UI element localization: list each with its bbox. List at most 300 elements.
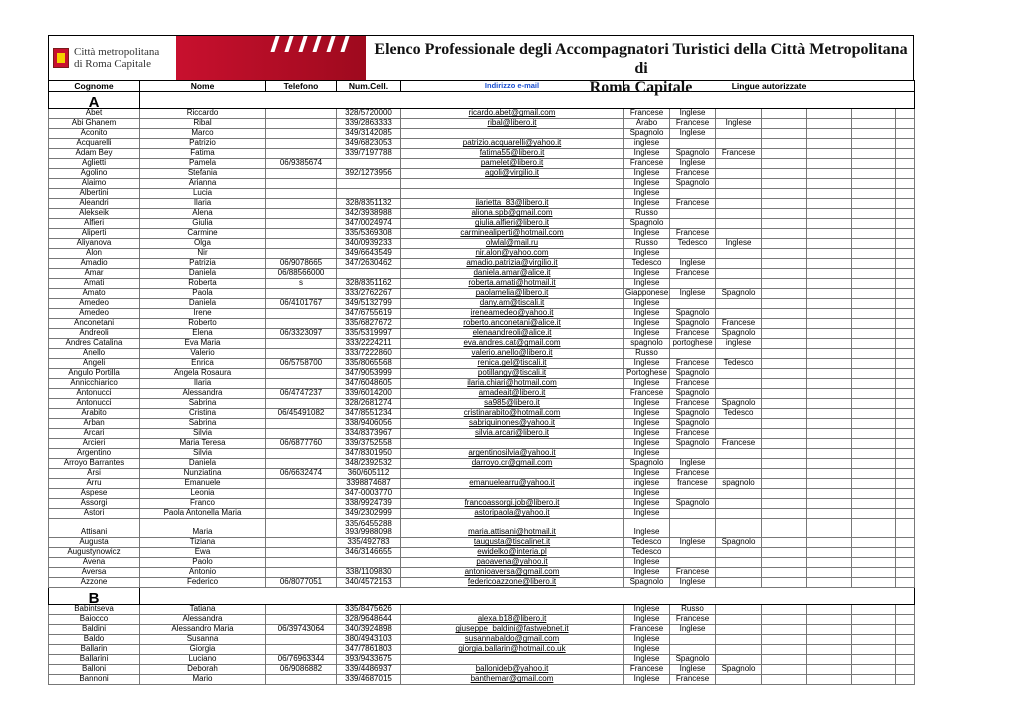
cell-extra-2 [807, 558, 852, 568]
banner-stripe [312, 36, 323, 52]
section-letter-filler [140, 588, 915, 605]
cell-extra-2 [807, 299, 852, 309]
cell-extra-2 [807, 399, 852, 409]
cell-email[interactable]: carminealiperti@hotmail.com [401, 229, 624, 239]
cell-lingua-2 [670, 279, 716, 289]
cell-extra-4 [896, 419, 915, 429]
cell-cognome: Astori [49, 509, 140, 519]
cell-lingua-1: Inglese [624, 645, 670, 655]
cell-telefono [266, 139, 337, 149]
cell-email[interactable]: ballonideb@yahoo.it [401, 665, 624, 675]
cell-lingua-1: Inglese [624, 469, 670, 479]
cell-extra-3 [852, 289, 896, 299]
cell-email[interactable]: banthemar@gmail.com [401, 675, 624, 685]
cell-cell: 380/4943103 [337, 635, 401, 645]
cell-extra-4 [896, 625, 915, 635]
cell-nome: Daniela [140, 269, 266, 279]
cell-email[interactable]: ireneamedeo@yahoo.it [401, 309, 624, 319]
cell-cell: 333/7222860 [337, 349, 401, 359]
cell-extra-2 [807, 605, 852, 615]
cell-lingua-1: Russo [624, 349, 670, 359]
cell-lingua-2: Inglese [670, 578, 716, 588]
cell-nome: Irene [140, 309, 266, 319]
cell-lingua-3: Francese [716, 439, 762, 449]
cell-email[interactable]: sabriquinones@yahoo.it [401, 419, 624, 429]
title-line1: Elenco Professionale degli Accompagnatori Turistici della Città Metropolitana di [374, 41, 908, 77]
cell-extra-2 [807, 309, 852, 319]
cell-email[interactable]: agoli@virgilio.it [401, 169, 624, 179]
cell-telefono [266, 509, 337, 519]
cell-cell: 349/3142085 [337, 129, 401, 139]
cell-nome: Federico [140, 578, 266, 588]
cell-email[interactable]: valerio.anello@libero.it [401, 349, 624, 359]
cell-extra-1 [762, 399, 807, 409]
cell-nome: Ribal [140, 119, 266, 129]
cell-extra-3 [852, 519, 896, 538]
cell-email[interactable]: francoassorgi.job@libero.it [401, 499, 624, 509]
cell-extra-1 [762, 189, 807, 199]
cell-extra-1 [762, 149, 807, 159]
cell-extra-4 [896, 519, 915, 538]
cell-lingua-3 [716, 269, 762, 279]
cell-telefono [266, 249, 337, 259]
cell-email[interactable]: antonioaversa@gmail.com [401, 568, 624, 578]
cell-email[interactable]: ilaria.chiari@hotmail.com [401, 379, 624, 389]
cell-email[interactable]: ricardo.abet@gmail.com [401, 109, 624, 119]
cell-email[interactable]: alexa.b18@libero.it [401, 615, 624, 625]
cell-cell: 347/7861803 [337, 645, 401, 655]
col-header-lingue: Lingue autorizzate [624, 81, 915, 92]
cell-extra-1 [762, 665, 807, 675]
cell-extra-2 [807, 568, 852, 578]
cell-lingua-2: Inglese [670, 129, 716, 139]
cell-telefono [266, 219, 337, 229]
cell-extra-4 [896, 339, 915, 349]
cell-email[interactable]: eva.andres.cat@gmail.com [401, 339, 624, 349]
cell-extra-2 [807, 369, 852, 379]
table-row [49, 489, 915, 499]
cell-cell: 347/0024974 [337, 219, 401, 229]
cell-extra-1 [762, 615, 807, 625]
cell-extra-3 [852, 259, 896, 269]
cell-email[interactable]: emanuelearru@yahoo.it [401, 479, 624, 489]
org-name-line2: di Roma Capitale [74, 58, 151, 70]
cell-cell: 3398874687 [337, 479, 401, 489]
cell-extra-2 [807, 349, 852, 359]
cell-email[interactable]: nir.alon@yahoo.com [401, 249, 624, 259]
cell-email[interactable]: argentinosilvia@yahoo.it [401, 449, 624, 459]
cell-cognome: Amedeo [49, 309, 140, 319]
cell-extra-1 [762, 169, 807, 179]
cell-cognome: Amati [49, 279, 140, 289]
cell-extra-1 [762, 409, 807, 419]
table-row [49, 469, 915, 479]
cell-email[interactable]: darroyo.cr@gmail.com [401, 459, 624, 469]
cell-email[interactable]: amadeait@libero.it [401, 389, 624, 399]
cell-cognome: Avena [49, 558, 140, 568]
cell-extra-1 [762, 469, 807, 479]
cell-cell: 347/9053999 [337, 369, 401, 379]
cell-lingua-1: Inglese [624, 279, 670, 289]
cell-email[interactable]: giulia.alfieri@libero.it [401, 219, 624, 229]
cell-email[interactable]: olwlal@mail.ru [401, 239, 624, 249]
cell-nome: Olga [140, 239, 266, 249]
cell-extra-2 [807, 159, 852, 169]
cell-cognome: Attisani [49, 519, 140, 538]
cell-extra-2 [807, 635, 852, 645]
cell-email[interactable]: patrizio.acquarelli@yahoo.it [401, 139, 624, 149]
cell-lingua-3: Spagnolo [716, 665, 762, 675]
cell-extra-4 [896, 259, 915, 269]
cell-cell: 346/3146655 [337, 548, 401, 558]
cell-email[interactable]: federicoazzone@libero.it [401, 578, 624, 588]
cell-extra-2 [807, 209, 852, 219]
cell-lingua-2: Spagnolo [670, 439, 716, 449]
cell-extra-1 [762, 319, 807, 329]
cell-extra-2 [807, 249, 852, 259]
cell-nome: Enrica [140, 359, 266, 369]
cell-email [401, 469, 624, 479]
cell-cognome: Ballarin [49, 645, 140, 655]
cell-extra-1 [762, 159, 807, 169]
cell-email[interactable]: potillangy@tiscali.it [401, 369, 624, 379]
cell-lingua-3 [716, 509, 762, 519]
table-row [49, 499, 915, 509]
cell-extra-4 [896, 675, 915, 685]
cell-email[interactable]: ilarietta_83@libero.it [401, 199, 624, 209]
cell-extra-4 [896, 489, 915, 499]
cell-extra-3 [852, 319, 896, 329]
cell-lingua-3: spagnolo [716, 479, 762, 489]
cell-extra-3 [852, 655, 896, 665]
cell-extra-2 [807, 519, 852, 538]
table-row [49, 558, 915, 568]
cell-lingua-2 [670, 349, 716, 359]
cell-extra-3 [852, 489, 896, 499]
cell-email[interactable]: amadio.patrizia@virgilio.it [401, 259, 624, 269]
banner-stripe [284, 36, 295, 52]
cell-extra-3 [852, 309, 896, 319]
cell-email[interactable]: ribal@libero.it [401, 119, 624, 129]
cell-nome: Paolo [140, 558, 266, 568]
cell-extra-3 [852, 615, 896, 625]
cell-extra-2 [807, 199, 852, 209]
cell-extra-1 [762, 489, 807, 499]
cell-extra-2 [807, 289, 852, 299]
cell-email[interactable]: maria.attisani@hotmail.it [401, 519, 624, 538]
cell-lingua-2 [670, 489, 716, 499]
cell-cognome: Amadio [49, 259, 140, 269]
cell-cognome: Aliperti [49, 229, 140, 239]
cell-cell: 393/9433675 [337, 655, 401, 665]
cell-email[interactable]: roberto.anconetani@alice.it [401, 319, 624, 329]
col-header-email: Indirizzo e-mail [401, 81, 624, 92]
cell-lingua-1: spagnolo [624, 339, 670, 349]
cell-email[interactable]: roberta.amati@hotmail.it [401, 279, 624, 289]
document-title [371, 40, 911, 97]
cell-extra-3 [852, 538, 896, 548]
cell-telefono [266, 199, 337, 209]
cell-lingua-2: Francese [670, 329, 716, 339]
cell-extra-4 [896, 509, 915, 519]
cell-email[interactable]: pamelet@libero.it [401, 159, 624, 169]
cell-cognome: Anconetani [49, 319, 140, 329]
cell-nome: Nir [140, 249, 266, 259]
cell-email[interactable]: daniela.amar@alice.it [401, 269, 624, 279]
cell-extra-1 [762, 538, 807, 548]
cell-cognome: Arcari [49, 429, 140, 439]
cell-lingua-1: Francese [624, 625, 670, 635]
logo [49, 36, 175, 80]
cell-extra-3 [852, 209, 896, 219]
table-row [49, 379, 915, 389]
cell-extra-1 [762, 219, 807, 229]
cell-email [401, 655, 624, 665]
cell-lingua-3 [716, 379, 762, 389]
cell-lingua-2: Francese [670, 615, 716, 625]
table-row [49, 625, 915, 635]
cell-extra-3 [852, 548, 896, 558]
cell-cell: 340/0939233 [337, 239, 401, 249]
cell-extra-1 [762, 429, 807, 439]
cell-lingua-1: inglese [624, 139, 670, 149]
cell-cognome: Baldo [49, 635, 140, 645]
table-row [49, 299, 915, 309]
cell-telefono [266, 635, 337, 645]
cell-cell: 342/3938988 [337, 209, 401, 219]
cell-extra-4 [896, 199, 915, 209]
cell-nome: Fatima [140, 149, 266, 159]
cell-lingua-1: Inglese [624, 359, 670, 369]
cell-extra-2 [807, 259, 852, 269]
cell-lingua-3 [716, 209, 762, 219]
cell-nome: Roberta [140, 279, 266, 289]
cell-cell: 328/5720000 [337, 109, 401, 119]
cell-extra-3 [852, 279, 896, 289]
cell-extra-4 [896, 429, 915, 439]
cell-nome: Pamela [140, 159, 266, 169]
cell-email[interactable]: dany.am@tiscali.it [401, 299, 624, 309]
cell-extra-3 [852, 139, 896, 149]
cell-telefono [266, 119, 337, 129]
cell-lingua-3 [716, 578, 762, 588]
cell-extra-4 [896, 568, 915, 578]
cell-email[interactable]: ewidelko@interia.pl [401, 548, 624, 558]
cell-cognome: Arru [49, 479, 140, 489]
cell-lingua-3 [716, 229, 762, 239]
cell-lingua-2: Spagnolo [670, 499, 716, 509]
cell-lingua-1: Inglese [624, 309, 670, 319]
cell-email[interactable]: giuseppe_baldini@fastwebnet.it [401, 625, 624, 635]
cell-extra-1 [762, 129, 807, 139]
cell-lingua-2: Spagnolo [670, 149, 716, 159]
cell-lingua-2: Inglese [670, 159, 716, 169]
cell-telefono [266, 615, 337, 625]
cell-extra-3 [852, 459, 896, 469]
cell-extra-3 [852, 229, 896, 239]
cell-telefono [266, 519, 337, 538]
cell-extra-1 [762, 119, 807, 129]
cell-cognome: Antonucci [49, 399, 140, 409]
cell-lingua-2 [670, 249, 716, 259]
cell-extra-1 [762, 509, 807, 519]
cell-extra-4 [896, 469, 915, 479]
cell-lingua-3 [716, 259, 762, 269]
cell-lingua-3: Tedesco [716, 359, 762, 369]
cell-email [401, 605, 624, 615]
cell-nome: Alena [140, 209, 266, 219]
cell-lingua-3 [716, 199, 762, 209]
table-row [49, 389, 915, 399]
coat-of-arms-icon [53, 48, 69, 68]
cell-extra-1 [762, 568, 807, 578]
cell-lingua-3 [716, 349, 762, 359]
cell-lingua-1: Inglese [624, 615, 670, 625]
cell-nome: Alessandra [140, 389, 266, 399]
cell-telefono [266, 558, 337, 568]
cell-email[interactable]: renica.gel@tiscali.it [401, 359, 624, 369]
cell-extra-1 [762, 289, 807, 299]
cell-cell: 335/5319997 [337, 329, 401, 339]
table-row [49, 449, 915, 459]
cell-email[interactable]: cristinarabito@hotmail.com [401, 409, 624, 419]
cell-lingua-2: Inglese [670, 538, 716, 548]
cell-lingua-2 [670, 139, 716, 149]
cell-lingua-3 [716, 519, 762, 538]
cell-telefono [266, 209, 337, 219]
cell-telefono [266, 169, 337, 179]
cell-email[interactable]: paoavena@yahoo.it [401, 558, 624, 568]
cell-extra-3 [852, 449, 896, 459]
cell-nome: Marco [140, 129, 266, 139]
cell-email[interactable]: paolamelia@libero.it [401, 289, 624, 299]
col-header-cognome: Cognome [49, 81, 140, 92]
cell-nome: Paola Antonella Maria [140, 509, 266, 519]
cell-lingua-2: Spagnolo [670, 319, 716, 329]
table-row [49, 319, 915, 329]
cell-extra-3 [852, 109, 896, 119]
cell-extra-1 [762, 675, 807, 685]
col-header-telefono: Telefono [266, 81, 337, 92]
cell-extra-1 [762, 499, 807, 509]
cell-lingua-2: francese [670, 479, 716, 489]
table-row [49, 509, 915, 519]
table-row [49, 429, 915, 439]
cell-extra-3 [852, 645, 896, 655]
cell-lingua-3 [716, 558, 762, 568]
cell-extra-1 [762, 279, 807, 289]
cell-lingua-1: Inglese [624, 199, 670, 209]
cell-extra-2 [807, 459, 852, 469]
cell-cognome: Aglietti [49, 159, 140, 169]
cell-nome: Daniela [140, 459, 266, 469]
cell-extra-3 [852, 329, 896, 339]
cell-cognome: Bannoni [49, 675, 140, 685]
cell-lingua-2 [670, 558, 716, 568]
cell-email[interactable]: susannabaldo@gmail.com [401, 635, 624, 645]
cell-cell: 349/5132799 [337, 299, 401, 309]
cell-lingua-1: Tedesco [624, 548, 670, 558]
cell-lingua-1: Inglese [624, 419, 670, 429]
cell-extra-3 [852, 299, 896, 309]
cell-extra-2 [807, 409, 852, 419]
table-row [49, 459, 915, 469]
cell-extra-4 [896, 665, 915, 675]
cell-lingua-3 [716, 309, 762, 319]
cell-lingua-3 [716, 129, 762, 139]
cell-extra-4 [896, 538, 915, 548]
cell-extra-4 [896, 279, 915, 289]
cell-nome: Emanuele [140, 479, 266, 489]
cell-lingua-2: Spagnolo [670, 309, 716, 319]
cell-cell [337, 159, 401, 169]
cell-extra-4 [896, 349, 915, 359]
cell-email[interactable]: astoripaola@yahoo.it [401, 509, 624, 519]
cell-email[interactable]: giorgia.ballarin@hotmail.co.uk [401, 645, 624, 655]
cell-nome: Cristina [140, 409, 266, 419]
cell-extra-4 [896, 119, 915, 129]
cell-lingua-1: Inglese [624, 189, 670, 199]
cell-extra-1 [762, 139, 807, 149]
cell-cell: 335/8475626 [337, 605, 401, 615]
cell-lingua-3 [716, 419, 762, 429]
table-row [49, 159, 915, 169]
cell-cell: 392/1273956 [337, 169, 401, 179]
cell-lingua-1: Russo [624, 209, 670, 219]
cell-email[interactable]: aliona.spb@gmail.com [401, 209, 624, 219]
cell-lingua-3: Francese [716, 319, 762, 329]
cell-extra-4 [896, 129, 915, 139]
cell-extra-2 [807, 379, 852, 389]
cell-extra-4 [896, 139, 915, 149]
table-row [49, 239, 915, 249]
cell-nome: Silvia [140, 429, 266, 439]
cell-lingua-3 [716, 369, 762, 379]
cell-cell: 339/2863333 [337, 119, 401, 129]
table-row [49, 169, 915, 179]
cell-lingua-2 [670, 219, 716, 229]
cell-nome: Ilaria [140, 379, 266, 389]
cell-extra-2 [807, 359, 852, 369]
cell-email[interactable]: elenaandreoli@alice.it [401, 329, 624, 339]
cell-extra-1 [762, 299, 807, 309]
cell-extra-3 [852, 129, 896, 139]
cell-cell: 347/2630462 [337, 259, 401, 269]
cell-cognome: Amato [49, 289, 140, 299]
cell-lingua-2: Francese [670, 169, 716, 179]
cell-cell: 339/6014200 [337, 389, 401, 399]
cell-lingua-1: Francese [624, 109, 670, 119]
cell-email[interactable]: silvia.arcari@libero.it [401, 429, 624, 439]
cell-cell: 339/4687015 [337, 675, 401, 685]
cell-cell: 340/3924898 [337, 625, 401, 635]
cell-extra-3 [852, 479, 896, 489]
cell-lingua-3 [716, 499, 762, 509]
cell-cell: 335/8065568 [337, 359, 401, 369]
cell-cognome: Aspese [49, 489, 140, 499]
cell-extra-3 [852, 675, 896, 685]
cell-email[interactable]: fatima55@libero.it [401, 149, 624, 159]
cell-email[interactable]: taugusta@tiscalinet.it [401, 538, 624, 548]
cell-telefono: 06/6877760 [266, 439, 337, 449]
cell-email[interactable]: sa985@libero.it [401, 399, 624, 409]
cell-lingua-3 [716, 249, 762, 259]
cell-cell: 347/6755619 [337, 309, 401, 319]
section-letter-row [49, 588, 915, 605]
cell-nome: Ilaria [140, 199, 266, 209]
cell-nome: Roberto [140, 319, 266, 329]
cell-lingua-2: Inglese [670, 109, 716, 119]
